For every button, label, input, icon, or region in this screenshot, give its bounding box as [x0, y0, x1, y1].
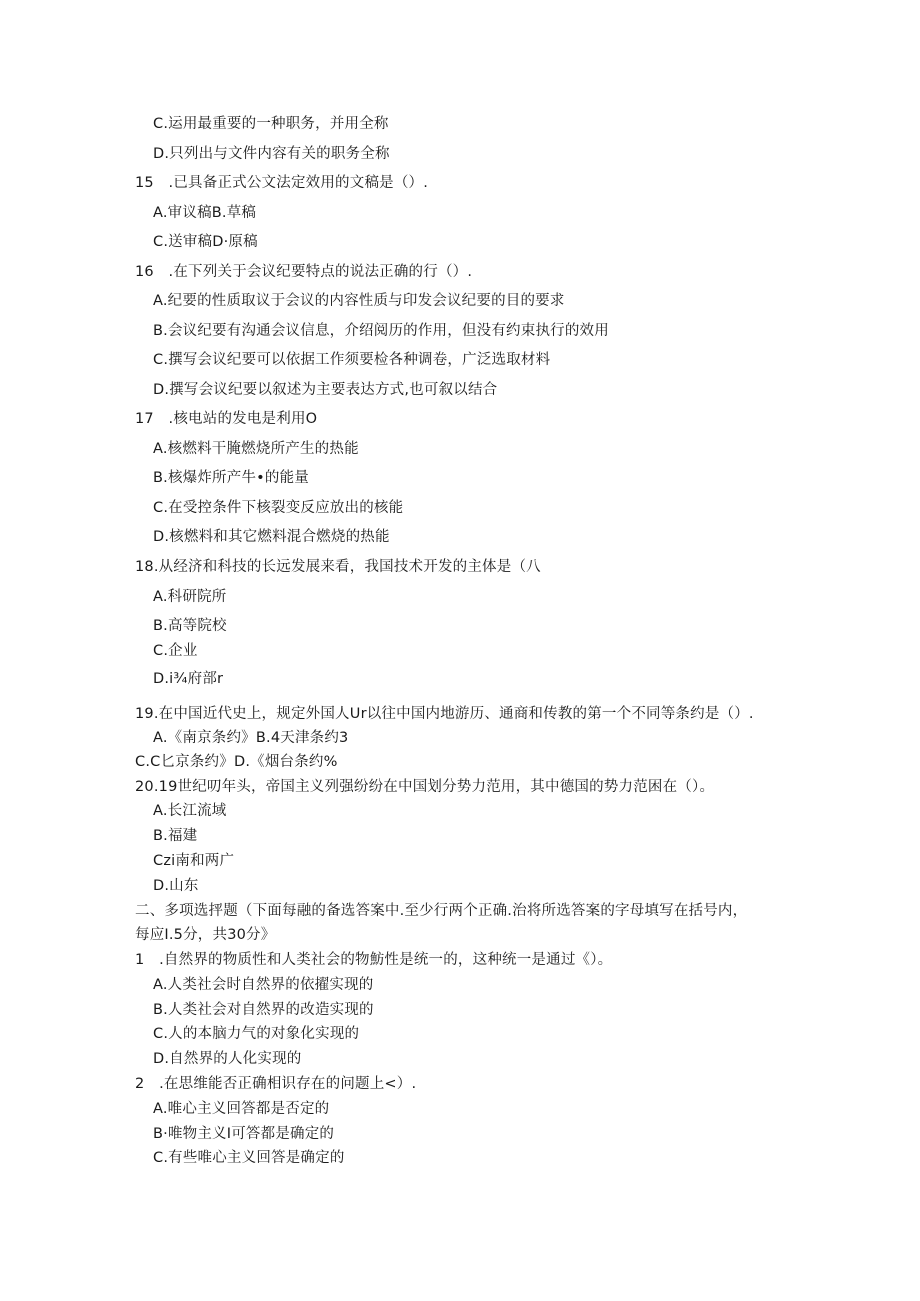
option-c: C.企业 — [153, 643, 198, 659]
question-20: 20.19世纪叨年头，帝国主义列强纷纷在中国划分势力范用，其中德国的势力范困在（）。 — [135, 779, 715, 795]
option-a: A.人类社会时自然界的依擢实现的 — [153, 977, 374, 993]
option-c: C.运用最重要的一种职务，并用全称 — [153, 116, 389, 132]
option-c: C.在受控条件下核裂变反应放出的核能 — [153, 500, 404, 516]
question-16: 16 .在下列关于会议纪要特点的说法正确的行（）. — [135, 264, 473, 280]
mc-question-1: 1 .自然界的物质性和人类社会的物魴性是统一的，这种统一是通过《）。 — [135, 952, 613, 968]
option-c: C.有些唯心主义回答是确定的 — [153, 1150, 345, 1166]
mc-question-2: 2 .在思维能否正确相识存在的问题上<）. — [135, 1076, 417, 1092]
option-b: B.福建 — [153, 828, 198, 844]
section-heading: 二、多项选抨题（下面每融的备选答案中.至少行两个正确.治将所选答案的字母填写在括号内， — [135, 903, 748, 919]
option-a: A.唯心主义回答都是否定的 — [153, 1101, 330, 1117]
option-d: D.i¾府部r — [153, 671, 224, 687]
option-cd: C.送审稿D·原稿 — [153, 234, 258, 250]
question-15: 15 .已具备正式公文法定效用的文稿是（）. — [135, 175, 429, 191]
option-b: B.会议纪要有沟通会议信息，介绍阅历的作用，但没有约束执行的效用 — [153, 323, 609, 339]
option-b: B·唯物主义I可答都是确定的 — [153, 1126, 335, 1142]
option-c: C.撰写会议纪要可以依据工作须要检各种调卷，广泛选取材料 — [153, 352, 551, 368]
option-b: B.人类社会对自然界的改造实现的 — [153, 1002, 374, 1018]
option-b: B.核爆炸所产牛•的能量 — [153, 470, 310, 486]
option-cd: C.C匕京条约》D.《烟台条约% — [135, 754, 338, 770]
option-ab: A.《南京条约》B.4天津条约3 — [153, 730, 349, 746]
option-c: C.人的本脑力气的对象化实现的 — [153, 1026, 360, 1042]
option-d: D.撰写会议纪要以叙述为主要表达方式,也可叙以结合 — [153, 382, 498, 398]
question-17: 17 .核电站的发电是利用O — [135, 411, 318, 427]
question-19: 19.在中国近代史上，规定外国人Ur以往中国内地游历、通商和传教的第一个不同等条约是（）. — [135, 706, 754, 722]
section-heading-cont: 每应I.5分，共30分》 — [135, 927, 276, 943]
option-d: D.山东 — [153, 878, 199, 894]
option-d: D.核燃料和其它燃料混合燃烧的热能 — [153, 529, 390, 545]
option-a: A.长江流域 — [153, 803, 227, 819]
option-a: A.核燃料干腌燃烧所产生的热能 — [153, 441, 359, 457]
option-a: A.科研院所 — [153, 589, 227, 605]
option-b: B.高等院校 — [153, 618, 227, 634]
option-c: Czi南和两广 — [153, 853, 235, 869]
option-d: D.只列出与文件内容有关的职务全称 — [153, 146, 390, 162]
option-d: D.自然界的人化实现的 — [153, 1051, 302, 1067]
option-ab: A.审议稿B.草稿 — [153, 205, 257, 221]
question-18: 18.从经济和科技的长远发展来看，我国技术开发的主体是（八 — [135, 559, 541, 575]
option-a: A.纪要的性质取议于会议的内容性质与印发会议纪要的目的要求 — [153, 293, 565, 309]
